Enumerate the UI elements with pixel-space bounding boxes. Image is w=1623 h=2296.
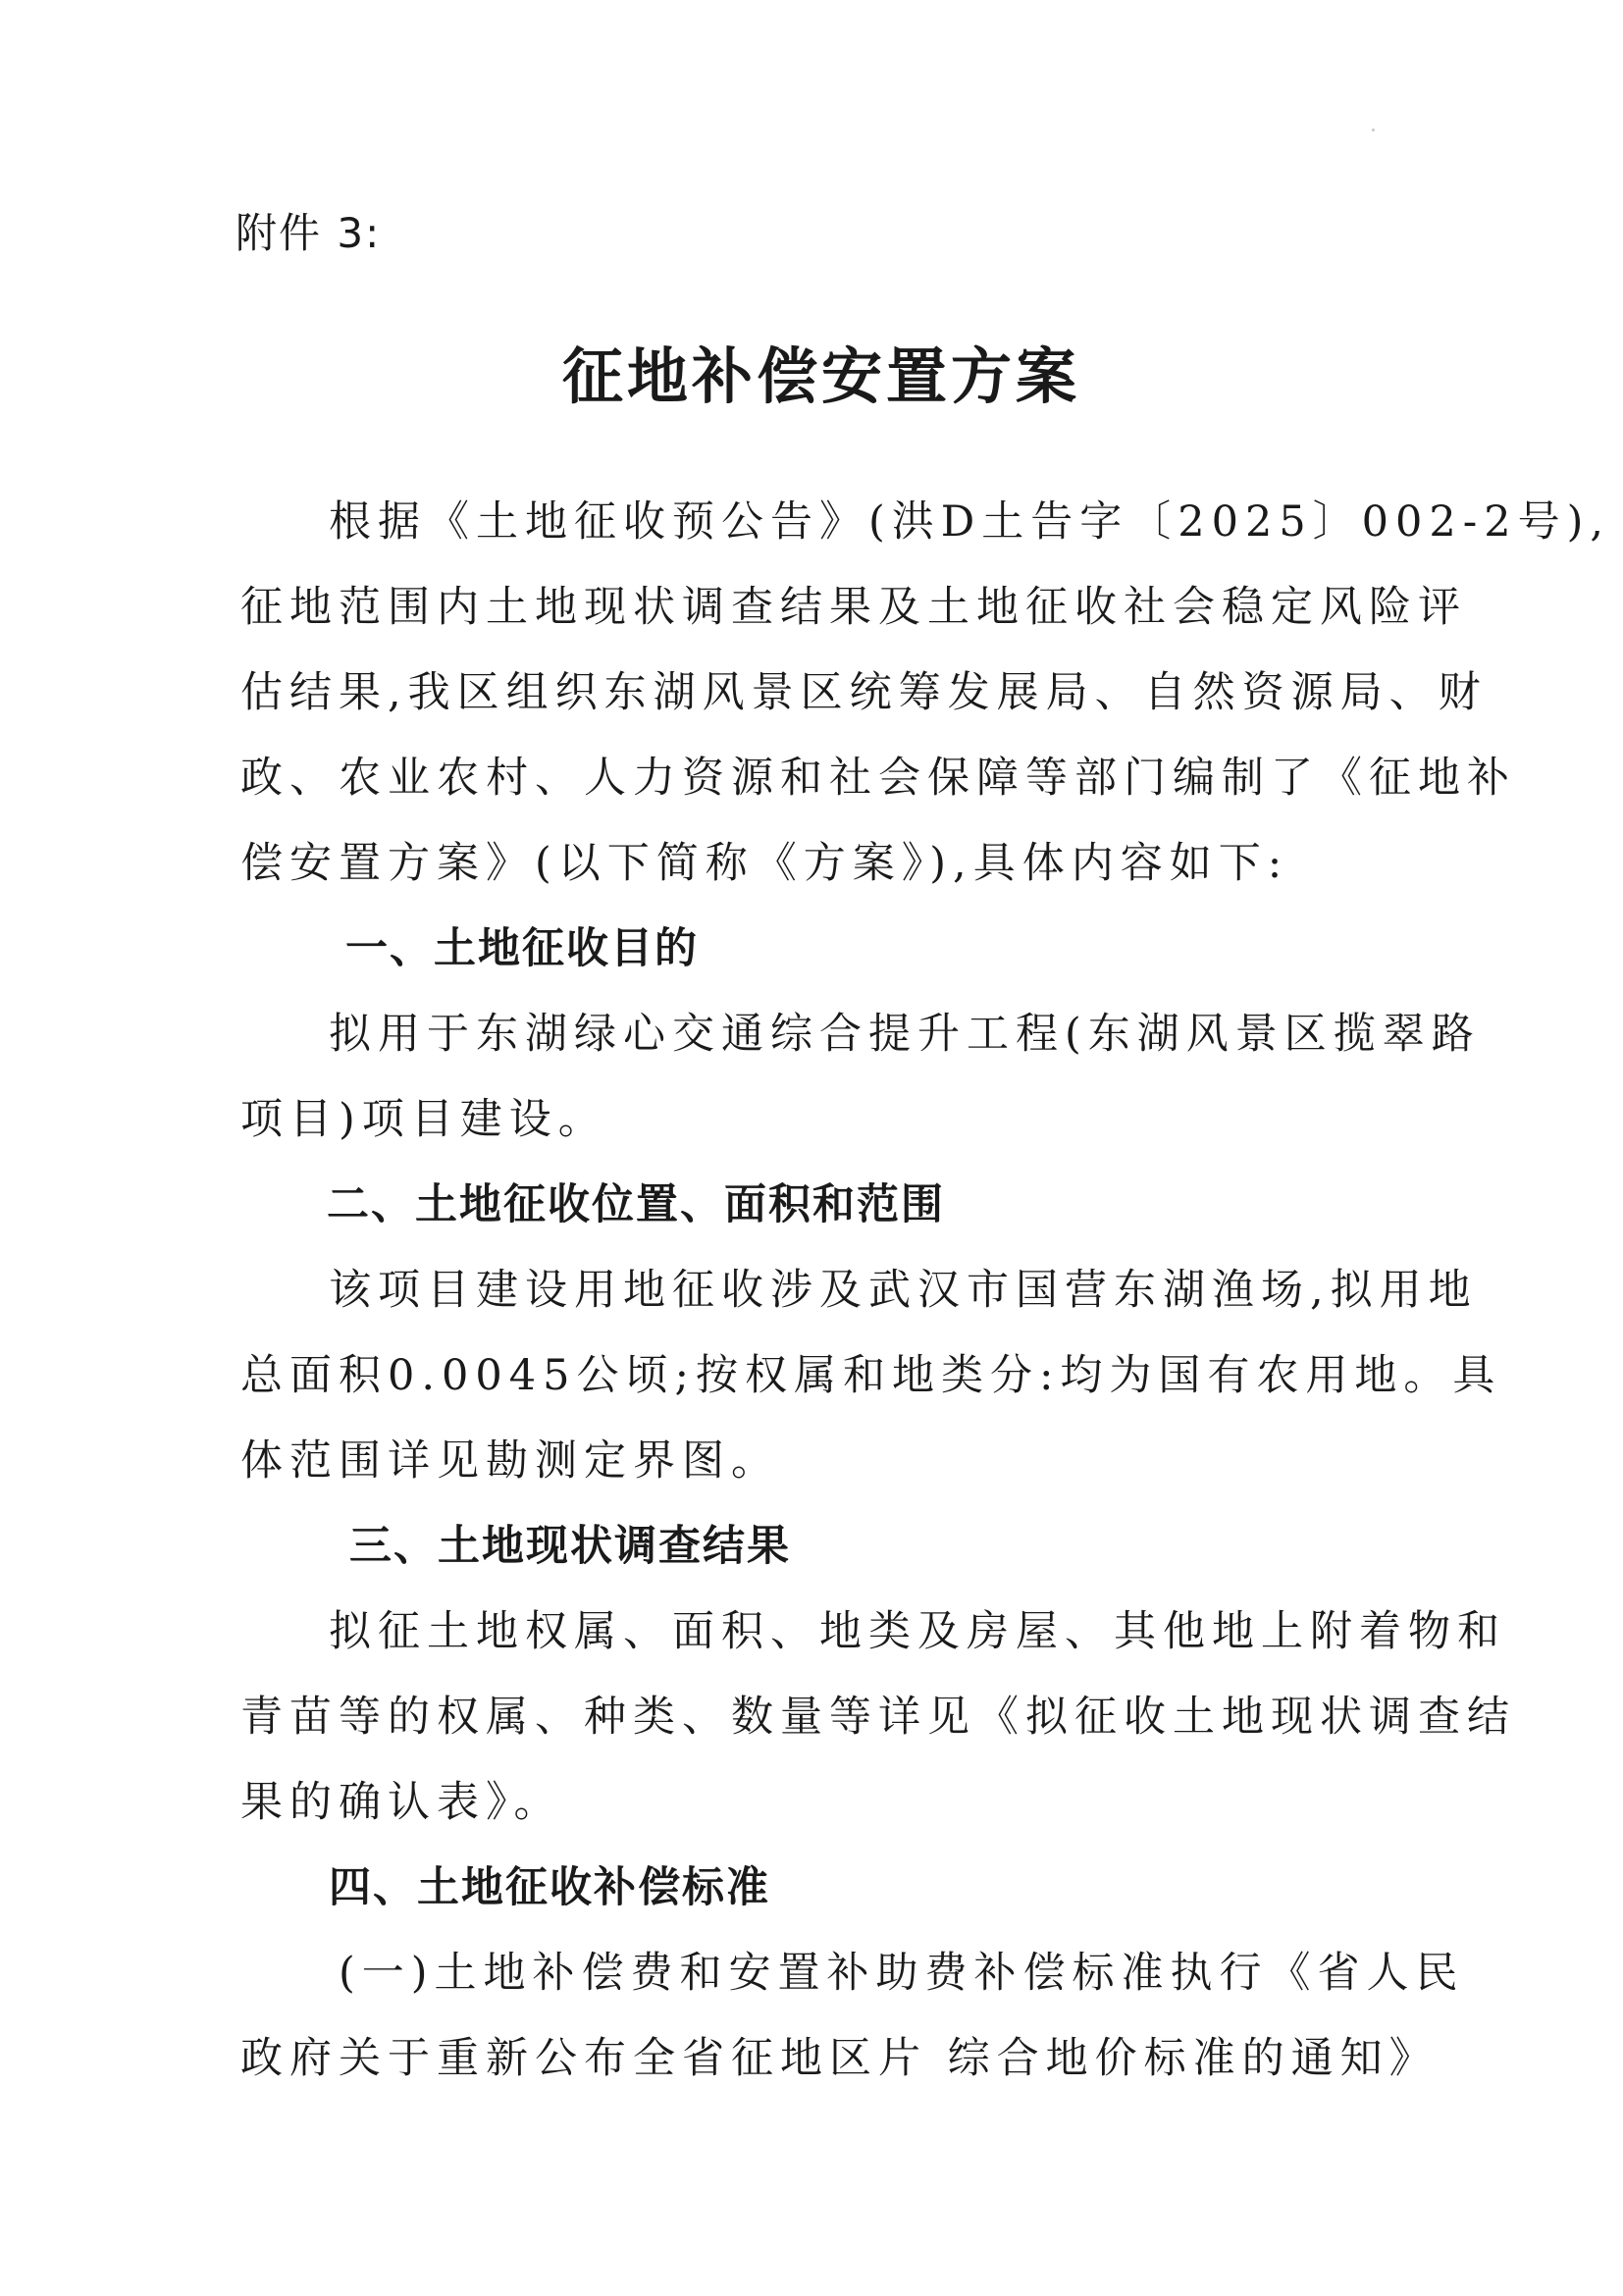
intro-line-4: 政、农业农村、人力资源和社会保障等部门编制了《征地补 [240, 754, 1516, 803]
section3-line-2: 青苗等的权属、种类、数量等详见《拟征收土地现状调查结 [240, 1693, 1516, 1742]
section1-line-1: 拟用于东湖绿心交通综合提升工程(东湖风景区揽翠路 [329, 1010, 1481, 1059]
intro-line-3: 估结果,我区组织东湖风景区统筹发展局、自然资源局、财 [240, 668, 1488, 717]
document-title: 征地补偿安置方案 [562, 340, 1081, 412]
section4-line-2: 政府关于重新公布全省征地区片 综合地价标准的通知》 [240, 2034, 1439, 2083]
attachment-label: 附件 3: [236, 209, 382, 257]
section2-heading: 二、土地征收位置、面积和范围 [327, 1180, 945, 1229]
intro-line-5: 偿安置方案》(以下简称《方案》),具体内容如下: [240, 839, 1289, 888]
intro-line-1: 根据《土地征收预公告》(洪D土告字〔2025〕002-2号), [329, 497, 1611, 547]
section1-line-2: 项目)项目建设。 [240, 1095, 607, 1144]
section3-heading: 三、土地现状调查结果 [349, 1522, 791, 1571]
scan-artifact [1372, 129, 1375, 131]
section3-line-1: 拟征土地权属、面积、地类及房屋、其他地上附着物和 [329, 1607, 1506, 1656]
section4-line-1: (一)土地补偿费和安置补助费补偿标准执行《省人民 [339, 1949, 1465, 1998]
section3-line-3: 果的确认表》。 [240, 1778, 563, 1827]
intro-line-2: 征地范围内土地现状调查结果及土地征收社会稳定风险评 [240, 583, 1467, 632]
section1-heading: 一、土地征收目的 [345, 924, 699, 973]
section2-line-3: 体范围详见勘测定界图。 [240, 1436, 780, 1486]
section4-heading: 四、土地征收补偿标准 [329, 1863, 770, 1912]
section2-line-2: 总面积0.0045公顷;按权属和地类分:均为国有农用地。具 [240, 1351, 1502, 1400]
section2-line-1: 该项目建设用地征收涉及武汉市国营东湖渔场,拟用地 [329, 1266, 1478, 1315]
